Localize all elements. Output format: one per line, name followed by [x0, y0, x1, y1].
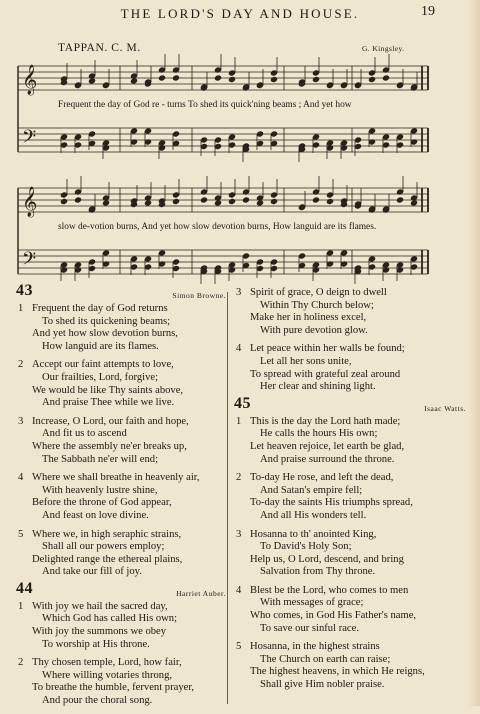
right-column: [232, 287, 470, 698]
stanza-number: 4: [18, 472, 24, 484]
verse-line: To-day He rose, and left the dead,: [250, 472, 394, 484]
note-head: [172, 74, 180, 81]
stanza: [232, 585, 470, 635]
verse-line-first: [232, 529, 470, 542]
stanza-number: 2: [18, 657, 24, 669]
tune-name: TAPPAN. C. M.: [58, 42, 141, 54]
verse-line: Who comes, in God His Father's name,: [250, 610, 417, 622]
verse-line: Which God has called His own;: [42, 613, 178, 625]
verse-line: Hosanna, in the highest strains: [250, 641, 380, 653]
verse-line: The Sabbath ne'er will end;: [42, 453, 159, 465]
verse-line: And all His wonders tell.: [260, 509, 367, 521]
verse-line: Where the assembly ne'er breaks up,: [32, 440, 187, 452]
verse-line: Where willing votaries throng,: [42, 669, 173, 681]
verse-line: And take our fill of joy.: [42, 566, 142, 578]
hymn-number: 45: [234, 394, 251, 412]
verse-line: He calls the hours His own;: [260, 428, 378, 440]
verse-line: The highest heavens, in which He reigns,: [250, 666, 425, 678]
verse-line: This is the day the Lord hath made;: [250, 415, 401, 427]
stanza: [232, 287, 470, 337]
note-head: [102, 199, 110, 206]
verse-line: Accept our faint attempts to love,: [32, 359, 174, 371]
verse-line-first: [232, 641, 470, 654]
verse-line: And Satan's empire fell;: [260, 484, 363, 496]
verse-line: We would be like Thy saints above,: [32, 384, 184, 396]
hymn-heading: [232, 394, 470, 416]
stanza-number: 3: [236, 528, 242, 540]
note-head: [312, 196, 320, 203]
stanza: [232, 529, 470, 579]
note-head: [88, 77, 96, 84]
verse-line: Where we shall breathe in heavenly air,: [32, 472, 200, 484]
treble-clef-icon: 𝄞: [22, 187, 38, 217]
verse-line: To spread with grateful zeal around: [250, 368, 401, 380]
stanza-number: 2: [236, 472, 242, 484]
hymn-number: 43: [16, 282, 33, 299]
hymn-heading: [14, 579, 230, 601]
page-number: 19: [421, 4, 435, 19]
verse-line: And praise surround the throne.: [260, 453, 395, 465]
verse-line: Spirit of grace, O deign to dwell: [250, 287, 387, 298]
verse-line: To shed its quickening beams;: [42, 315, 171, 327]
stanza-number: 1: [18, 303, 24, 314]
bass-clef-icon: 𝄢: [22, 127, 37, 152]
verse-line: Shall give Him nobler praise.: [260, 679, 385, 691]
verse-line: How languid are its flames.: [42, 340, 159, 352]
stanza: [14, 303, 230, 353]
verse-line-first: [14, 472, 230, 485]
stanza: [14, 472, 230, 522]
verse-line-first: [232, 585, 470, 598]
verse-line: Salvation from Thy throne.: [260, 566, 376, 578]
verse-line: With pure devotion glow.: [260, 324, 368, 336]
note-head: [130, 77, 138, 84]
verse-line: Within Thy Church below;: [260, 299, 374, 311]
stanza-number: 5: [236, 641, 242, 653]
stanza-number: 3: [18, 415, 24, 427]
note-head: [368, 76, 376, 83]
stanza-number: 4: [236, 343, 242, 355]
stanza: [14, 657, 230, 707]
stanza: [14, 416, 230, 466]
note-head: [172, 198, 180, 205]
note-head: [60, 198, 68, 205]
verse-line: With heavenly lustre shine,: [42, 484, 158, 496]
hymn-author: Simon Browne.: [172, 291, 226, 300]
music-score: [0, 0, 480, 290]
stanza: [232, 641, 470, 691]
note-head: [214, 199, 222, 206]
page-edge-shading: [468, 0, 480, 706]
note-head: [228, 76, 236, 83]
stanza-number: 1: [18, 600, 24, 612]
note-head: [396, 196, 404, 203]
note-head: [382, 74, 390, 81]
lyrics-line-2: slow de-votion burns, And yet how slow devotion burns, How languid are its flames.: [58, 222, 377, 232]
verse-line: Delighted range the ethereal plains,: [32, 553, 183, 565]
verse-line: To worship at His throne.: [42, 638, 150, 650]
note-head: [326, 198, 334, 205]
verse-line: Blest be the Lord, who comes to men: [250, 584, 409, 596]
verse-line: Let all her sons unite,: [260, 355, 352, 367]
running-header: THE LORD'S DAY AND HOUSE.: [120, 6, 360, 21]
note-head: [410, 199, 418, 206]
stanza-number: 2: [18, 359, 24, 371]
verse-line: To save our sinful race.: [260, 622, 359, 634]
verse-line-first: [14, 601, 230, 614]
verse-line: Before the throne of God appear,: [32, 497, 172, 509]
verse-line: Hosanna to th' anointed King,: [250, 528, 377, 540]
stanza: [232, 416, 470, 466]
verse-line: And praise Thee while we live.: [42, 397, 175, 409]
treble-clef-icon: 𝄞: [22, 65, 38, 95]
verse-line-first: [14, 416, 230, 429]
note-head: [200, 196, 208, 203]
verse-line: To breathe the humble, fervent prayer,: [32, 682, 195, 694]
verse-line: Let heaven rejoice, let earth be glad,: [250, 440, 405, 452]
verse-line: Frequent the day of God returns: [32, 303, 168, 314]
note-head: [270, 198, 278, 205]
verse-line: Make her in holiness excel,: [250, 312, 367, 324]
verse-line: Thy chosen temple, Lord, how fair,: [32, 657, 182, 669]
verse-line: With joy the summons we obey: [32, 626, 167, 638]
stanza-number: 4: [236, 584, 242, 596]
verse-line: And fit us to ascend: [42, 428, 127, 440]
stanza-number: 5: [18, 528, 24, 540]
verse-line-first: [232, 343, 470, 356]
verse-line-first: [232, 472, 470, 485]
note-head: [256, 199, 264, 206]
stanza: [14, 601, 230, 651]
verse-line-first: [14, 303, 230, 316]
stanza-number: 3: [236, 287, 242, 298]
stanza: [232, 343, 470, 393]
verse-line: And feast on love divine.: [42, 509, 149, 521]
hymn-heading: [14, 282, 230, 303]
verse-line: Our frailties, Lord, forgive;: [42, 371, 159, 383]
verse-line: Let peace within her walls be found;: [250, 343, 405, 355]
note-head: [312, 76, 320, 83]
verse-line: Increase, O Lord, our faith and hope,: [32, 415, 189, 427]
verse-line: And pour the choral song.: [42, 695, 153, 707]
verse-line: Where we, in high seraphic strains,: [32, 528, 182, 540]
verse-line-first: [14, 529, 230, 542]
bass-clef-icon: 𝄢: [22, 249, 37, 274]
verse-line: With joy we hail the sacred day,: [32, 600, 168, 612]
verse-line-first: [232, 287, 470, 300]
verse-line: To-day the saints His triumphs spread,: [250, 497, 413, 509]
left-column: [14, 282, 230, 714]
verse-line: Shall all our powers employ;: [42, 541, 165, 553]
hymn-author: Harriet Auber.: [176, 588, 226, 598]
stanza: [232, 472, 470, 522]
verse-line: With messages of grace;: [260, 597, 364, 609]
hymn-number: 44: [16, 579, 33, 597]
note-head: [144, 199, 152, 206]
verse-line: The Church on earth can raise;: [260, 653, 391, 665]
note-head: [228, 198, 236, 205]
note-head: [74, 196, 82, 203]
tune-composer: G. Kingsley.: [362, 44, 405, 53]
verse-line: Her clear and shining light.: [260, 381, 376, 393]
stanza-number: 1: [236, 415, 242, 427]
verse-line-first: [14, 657, 230, 670]
lyrics-line-1: Frequent the day of God re - turns To shed its quick'ning beams ; And yet how: [58, 100, 352, 110]
stanza: [14, 529, 230, 579]
note-head: [242, 196, 250, 203]
verse-line-first: [14, 359, 230, 372]
verse-line-first: [232, 416, 470, 429]
verse-line: To David's Holy Son;: [260, 541, 352, 553]
stanza: [14, 359, 230, 409]
note-head: [270, 76, 278, 83]
verse-line: And yet how slow devotion burns,: [32, 328, 178, 340]
note-head: [214, 74, 222, 81]
hymn-author: Isaac Watts.: [424, 403, 466, 413]
note-head: [158, 74, 166, 81]
verse-line: Help us, O Lord, descend, and bring: [250, 553, 404, 565]
